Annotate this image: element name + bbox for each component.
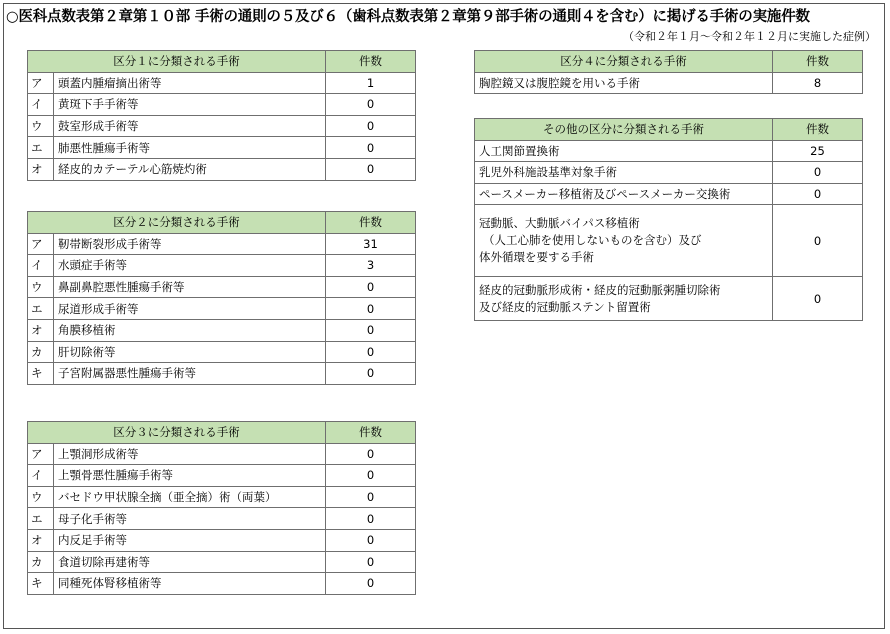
- table-row: [28, 341, 416, 363]
- page-title: ○医科点数表第２章第１０部 手術の通則の５及び６（歯科点数表第２章第９部手術の通則４を含む）に掲げる手術の実施件数: [6, 9, 810, 25]
- procedure-count: 0: [773, 183, 863, 205]
- other-category-table: [474, 118, 863, 321]
- table-row: [28, 319, 416, 341]
- procedure-name-line: 経皮的冠動脈形成術・経皮的冠動脈粥腫切除術: [479, 282, 721, 297]
- table-row: [28, 94, 416, 116]
- procedure-count: 0: [326, 319, 416, 341]
- procedure-count: 31: [326, 233, 416, 255]
- procedure-name: 肝切除術等: [54, 341, 326, 363]
- procedure-count: 0: [326, 94, 416, 116]
- count-header: 件数: [326, 212, 416, 234]
- table-header: [28, 212, 416, 234]
- procedure-count: 0: [326, 276, 416, 298]
- procedure-name: 胸腔鏡又は腹腔鏡を用いる手術: [475, 72, 773, 94]
- period-note: （令和２年１月～令和２年１２月に実施した症例）: [623, 30, 876, 43]
- item-letter: ア: [28, 443, 54, 465]
- category3-table: [27, 421, 416, 595]
- procedure-count: 0: [326, 465, 416, 487]
- procedure-name: 黄斑下手手術等: [54, 94, 326, 116]
- table-row: [28, 465, 416, 487]
- table-row: [28, 551, 416, 573]
- item-letter: ア: [28, 233, 54, 255]
- table-row: [28, 158, 416, 180]
- procedure-count: 0: [773, 162, 863, 184]
- count-header: 件数: [773, 51, 863, 73]
- item-letter: エ: [28, 298, 54, 320]
- table-row: [28, 233, 416, 255]
- procedure-name: 人工関節置換術: [475, 140, 773, 162]
- procedure-name: 鼓室形成手術等: [54, 115, 326, 137]
- procedure-name: 同種死体腎移植術等: [54, 573, 326, 595]
- procedure-name: 乳児外科施設基準対象手術: [475, 162, 773, 184]
- table-row: [28, 529, 416, 551]
- table-row: [28, 443, 416, 465]
- procedure-name: [475, 277, 773, 321]
- procedure-name: バセドウ甲状腺全摘（亜全摘）術（両葉）: [54, 486, 326, 508]
- procedure-count: 0: [326, 363, 416, 385]
- procedure-count: 0: [326, 508, 416, 530]
- procedure-name: 頭蓋内腫瘤摘出術等: [54, 72, 326, 94]
- procedure-name: 上顎骨悪性腫瘍手術等: [54, 465, 326, 487]
- procedure-name-line: 及び経皮的冠動脈ステント留置術: [479, 299, 651, 314]
- procedure-name: 尿道形成手術等: [54, 298, 326, 320]
- table-row: [475, 72, 863, 94]
- procedure-name: 上顎洞形成術等: [54, 443, 326, 465]
- procedure-count: 0: [773, 277, 863, 321]
- category4-table: [474, 50, 863, 94]
- table-row: [475, 140, 863, 162]
- table-row: [28, 137, 416, 159]
- procedure-name-line: （人工心肺を使用しないものを含む）及び: [483, 233, 702, 248]
- item-letter: キ: [28, 573, 54, 595]
- table-row: [28, 72, 416, 94]
- procedure-name: 子宮附属器悪性腫瘍手術等: [54, 363, 326, 385]
- procedure-count: 0: [326, 486, 416, 508]
- procedure-name: 経皮的カテーテル心筋焼灼術: [54, 158, 326, 180]
- table-header: [28, 51, 416, 73]
- procedure-name: 母子化手術等: [54, 508, 326, 530]
- procedure-count: 1: [326, 72, 416, 94]
- category-header: 区分２に分類される手術: [28, 212, 326, 234]
- item-letter: キ: [28, 363, 54, 385]
- procedure-name: 食道切除再建術等: [54, 551, 326, 573]
- procedure-count: 25: [773, 140, 863, 162]
- procedure-count: 8: [773, 72, 863, 94]
- table-row: [28, 573, 416, 595]
- table-row: [28, 508, 416, 530]
- count-header: 件数: [326, 422, 416, 444]
- table-row: [28, 298, 416, 320]
- table-header: [475, 51, 863, 73]
- procedure-name: 肺悪性腫瘍手術等: [54, 137, 326, 159]
- item-letter: オ: [28, 529, 54, 551]
- item-letter: ウ: [28, 115, 54, 137]
- item-letter: イ: [28, 255, 54, 277]
- item-letter: ウ: [28, 276, 54, 298]
- item-letter: オ: [28, 158, 54, 180]
- procedure-count: 0: [326, 115, 416, 137]
- procedure-count: 0: [326, 529, 416, 551]
- procedure-count: 0: [326, 341, 416, 363]
- procedure-name: 靭帯断裂形成手術等: [54, 233, 326, 255]
- table-row: [28, 255, 416, 277]
- procedure-name: 水頭症手術等: [54, 255, 326, 277]
- item-letter: オ: [28, 319, 54, 341]
- procedure-count: 0: [326, 551, 416, 573]
- table-row: [28, 486, 416, 508]
- table-row: [475, 183, 863, 205]
- count-header: 件数: [773, 119, 863, 141]
- procedure-count: 0: [326, 137, 416, 159]
- procedure-count: 0: [326, 298, 416, 320]
- procedure-count: 0: [326, 573, 416, 595]
- item-letter: カ: [28, 341, 54, 363]
- procedure-name: [475, 205, 773, 277]
- procedure-name-line: 体外循環を要する手術: [479, 250, 594, 265]
- procedure-count: 3: [326, 255, 416, 277]
- procedure-name: ペースメーカー移植術及びペースメーカー交換術: [475, 183, 773, 205]
- category2-table: [27, 211, 416, 385]
- procedure-name: 鼻副鼻腔悪性腫瘍手術等: [54, 276, 326, 298]
- procedure-name-line: 冠動脈、大動脈バイパス移植術: [479, 216, 640, 231]
- category-header: その他の区分に分類される手術: [475, 119, 773, 141]
- table-row: [475, 277, 863, 321]
- procedure-name: 角膜移植術: [54, 319, 326, 341]
- item-letter: ウ: [28, 486, 54, 508]
- table-row: [28, 115, 416, 137]
- table-row: [28, 276, 416, 298]
- item-letter: エ: [28, 137, 54, 159]
- item-letter: カ: [28, 551, 54, 573]
- item-letter: エ: [28, 508, 54, 530]
- category-header: 区分３に分類される手術: [28, 422, 326, 444]
- procedure-count: 0: [773, 205, 863, 277]
- table-row: [28, 363, 416, 385]
- procedure-count: 0: [326, 158, 416, 180]
- count-header: 件数: [326, 51, 416, 73]
- table-header: [475, 119, 863, 141]
- table-row: [475, 205, 863, 277]
- category-header: 区分４に分類される手術: [475, 51, 773, 73]
- table-row: [475, 162, 863, 184]
- item-letter: ア: [28, 72, 54, 94]
- table-header: [28, 422, 416, 444]
- procedure-name: 内反足手術等: [54, 529, 326, 551]
- procedure-count: 0: [326, 443, 416, 465]
- item-letter: イ: [28, 94, 54, 116]
- item-letter: イ: [28, 465, 54, 487]
- category1-table: [27, 50, 416, 181]
- category-header: 区分１に分類される手術: [28, 51, 326, 73]
